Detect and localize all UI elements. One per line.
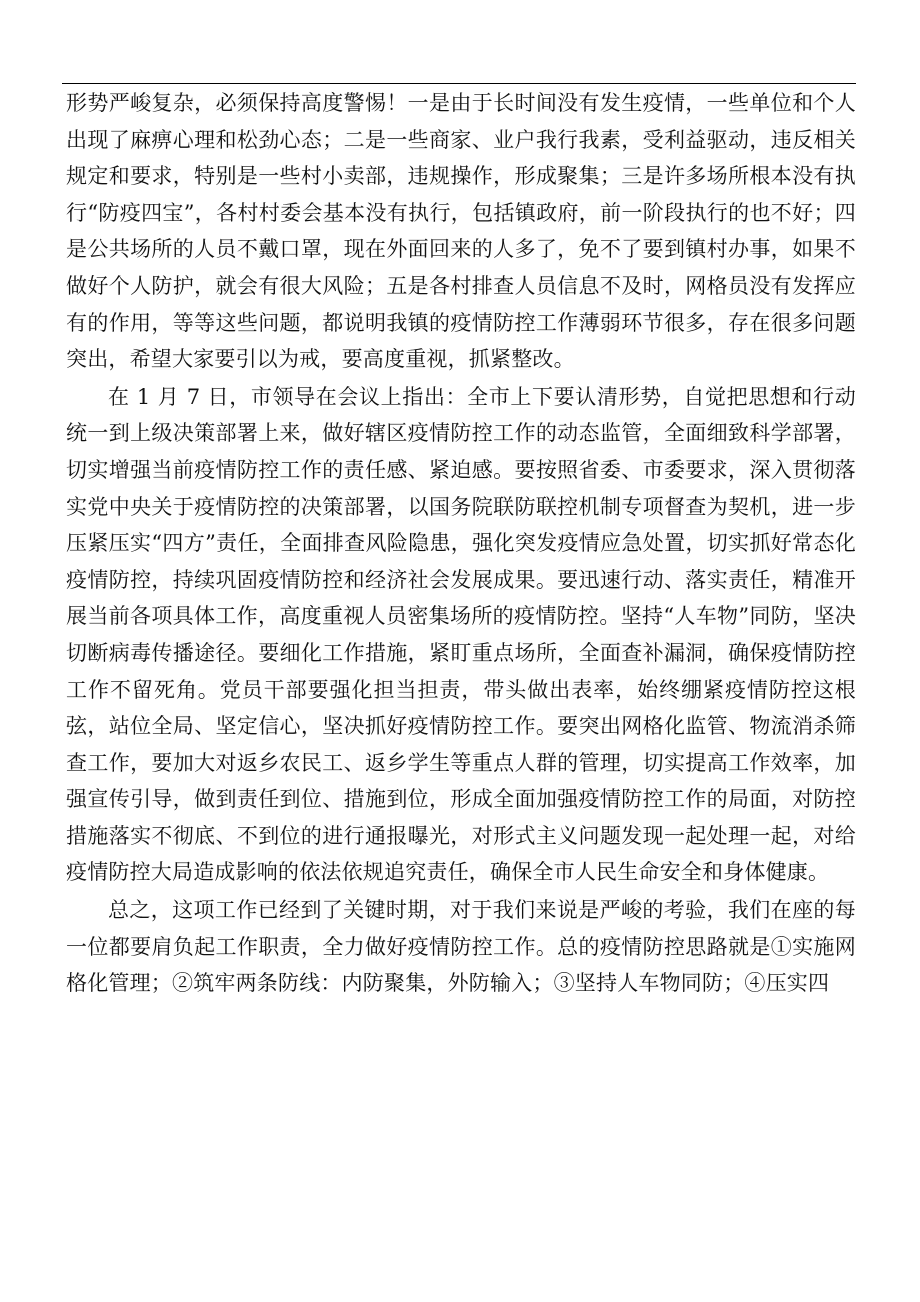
paragraph-situation-analysis: 形势严峻复杂，必须保持高度警惕！一是由于长时间没有发生疫情，一些单位和个人出现了麻痹心理和松劲心态；二是一些商家、业户我行我素，受利益驱动，违反相关规定和要求，特别是一些村小卖部，违规操作，形成聚集；三是许多场所根本没有执行“防疫四宝”，各村村委会基本没有执行，包括镇政府，前一阶段执行的也不好；四是公共场所的人员不戴口罩，现在外面回来的人多了，免不了要到镇村办事，如果不做好个人防护，就会有很大风险；五是各村排查人员信息不及时，网格员没有发挥应有的作用，等等这些问题，都说明我镇的疫情防控工作薄弱环节很多，存在很多问题突出，希望大家要引以为戒，要高度重视，抓紧整改。	[66, 91, 856, 372]
paragraph-summary-approach: 总之，这项工作已经到了关键时期，对于我们来说是严峻的考验，我们在座的每一位都要肩负起工作职责，全力做好疫情防控工作。总的疫情防控思路就是①实施网格化管理；②筑牢两条防线：内防聚集，外防输入；③坚持人车物同防；④压实四	[66, 898, 856, 996]
header-divider	[62, 83, 856, 84]
paragraph-city-leader-instructions: 在 1 月 7 日，市领导在会议上指出：全市上下要认清形势，自觉把思想和行动统一到上级决策部署上来，做好辖区疫情防控工作的动态监管，全面细致科学部署，切实增强当前疫情防控工作的责任感、紧迫感。要按照省委、市委要求，深入贯彻落实党中央关于疫情防控的决策部署，以国务院联防联控机制专项督查为契机，进一步压紧压实“四方”责任，全面排查风险隐患，强化突发疫情应急处置，切实抓好常态化疫情防控，持续巩固疫情防控和经济社会发展成果。要迅速行动、落实责任，精准开展当前各项具体工作，高度重视人员密集场所的疫情防控。坚持“人车物”同防，坚决切断病毒传播途径。要细化工作措施，紧盯重点场所，全面查补漏洞，确保疫情防控工作不留死角。党员干部要强化担当担责，带头做出表率，始终绷紧疫情防控这根弦，站位全局、坚定信心，坚决抓好疫情防控工作。要突出网格化监管、物流消杀筛查工作，要加大对返乡农民工、返乡学生等重点人群的管理，切实提高工作效率，加强宣传引导，做到责任到位、措施到位，形成全面加强疫情防控工作的局面，对防控措施落实不彻底、不到位的进行通报曝光，对形式主义问题发现一起处理一起，对给疫情防控大局造成影响的依法依规追究责任，确保全市人民生命安全和身体健康。	[66, 384, 856, 885]
document-body	[66, 85, 856, 1002]
